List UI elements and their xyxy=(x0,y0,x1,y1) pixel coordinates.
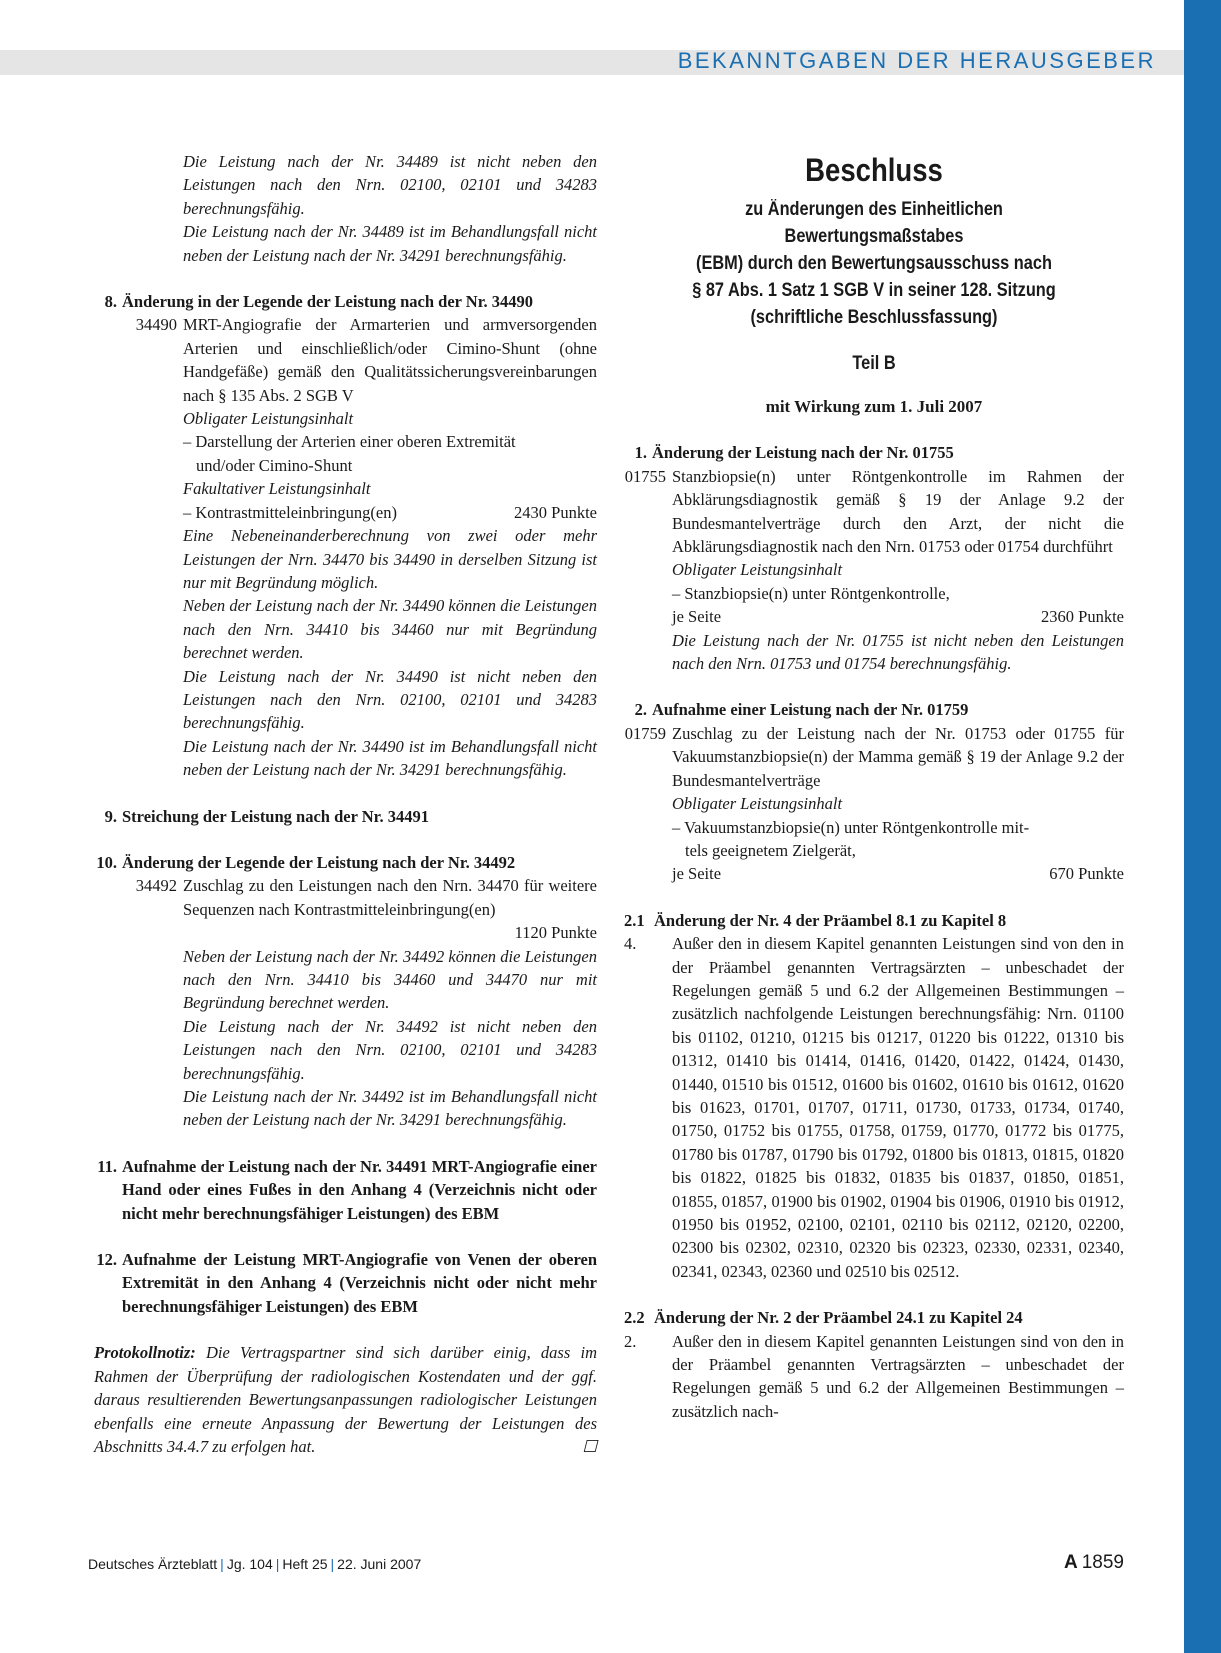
obligatory-item-continued: und/oder Cimino-Shunt xyxy=(196,455,353,475)
protocol-note xyxy=(94,1341,597,1458)
protocol-note-label: Protokollnotiz: xyxy=(94,1343,196,1363)
optional-label: Fakultativer Leistungsinhalt xyxy=(183,479,371,499)
resolution-title: Beschluss xyxy=(805,152,943,188)
sub-number: 2. xyxy=(624,1331,637,1351)
protocol-note-text: Die Vertragspartner sind sich darüber einig, dass im Rahmen der Überprüfung der radiologischen Kostendaten und der ggf. daraus resultierenden Bewertungsanpassungen radiologischer Leistungen ebenfalls eine erneute Anpassung der Bewertung der Leistungen des Abschnitts 34.4.7 zu erfolgen hat. xyxy=(94,1343,597,1456)
item-number: 10. xyxy=(96,852,117,872)
page-footer: Deutsches Ärzteblatt | Jg. 104 | Heft 25 | 22. Juni 2007 A 1859 xyxy=(88,1552,1124,1573)
item-number: 1. xyxy=(634,443,647,463)
service-description: Stanzbiopsie(n) unter Röntgenkontrolle im Rahmen der Abklärungsdiagnostik gemäß § 19 der Anlage 9.2 der Bundesmantelverträge durch den Arzt, der nicht die Abklärungsdiagnostik nach den Nrn. 01753 oder 01754 durchführt xyxy=(672,466,1124,557)
points-value: 2430 Punkte xyxy=(514,502,597,522)
section-2-2-heading xyxy=(624,1306,1124,1329)
obligatory-item: – Darstellung der Arterien einer oberen Extremität xyxy=(183,432,516,452)
note: Neben der Leistung nach der Nr. 34490 können die Leistungen nach den Nrn. 34410 bis 34460 nur mit Begründung berechnet werden. xyxy=(183,596,597,663)
optional-item: – Kontrastmitteleinbringung(en) xyxy=(183,502,397,522)
obligatory-item: – Stanzbiopsie(n) unter Röntgenkontrolle, xyxy=(672,583,950,603)
intro-note-2: Die Leistung nach der Nr. 34489 ist im Behandlungsfall nicht neben der Leistung nach der Nr. 34291 berechnungsfähig. xyxy=(183,222,597,265)
service-description: Zuschlag zu den Leistungen nach den Nrn. 34470 für weitere Sequenzen nach Kontrastmitteleinbringung(en) xyxy=(183,876,597,919)
service-entry-34490 xyxy=(94,313,597,407)
obligatory-item-continued: tels geeignetem Zielgerät, xyxy=(685,840,856,860)
journal-volume: Jg. 104 xyxy=(226,1556,273,1572)
preamble-entry xyxy=(624,1330,1124,1424)
note: Neben der Leistung nach der Nr. 34492 können die Leistungen nach den Nrn. 34410 bis 34460 und 34470 nur mit Begründung berechnet werden. xyxy=(183,946,597,1013)
service-description: Zuschlag zu der Leistung nach der Nr. 01753 oder 01755 für Vakuumstanzbiopsie(n) der Mamma gemäß § 19 der Anlage 9.2 der Bundesmantelverträge xyxy=(672,723,1124,790)
item-1-heading xyxy=(624,441,1124,464)
points-value: 670 Punkte xyxy=(1049,864,1124,884)
issue-date: 22. Juni 2007 xyxy=(337,1556,422,1572)
note: Die Leistung nach der Nr. 34492 ist nicht neben den Leistungen nach den Nrn. 02100, 02101 und 34283 berechnungsfähig. xyxy=(183,1016,597,1083)
service-code: 34490 xyxy=(135,315,177,335)
page-number-value: 1859 xyxy=(1081,1552,1124,1573)
left-column xyxy=(94,150,597,1458)
service-description: MRT-Angiografie der Armarterien und armversorgenden Arterien und einschließlich/oder Cimino-Shunt (ohne Handgefäße) gemäß den Qualitätssicherungsvereinbarungen nach § 135 Abs. 2 SGB V xyxy=(183,315,597,405)
service-entry-34492 xyxy=(94,874,597,921)
section-heading-text: Änderung der Nr. 4 der Präambel 8.1 zu Kapitel 8 xyxy=(654,910,1007,930)
note: Die Leistung nach der Nr. 34490 ist nicht neben den Leistungen nach den Nrn. 02100, 02101 und 34283 berechnungsfähig. xyxy=(183,666,597,733)
page-prefix: A xyxy=(1063,1552,1078,1573)
section-number: 2.2 xyxy=(624,1308,645,1328)
item-heading-text: Änderung der Legende der Leistung nach der Nr. 34492 xyxy=(122,852,516,872)
obligatory-label: Obligater Leistungsinhalt xyxy=(183,409,354,429)
obligatory-label: Obligater Leistungsinhalt xyxy=(672,794,843,814)
item-heading-text: Änderung der Leistung nach der Nr. 01755 xyxy=(652,443,954,463)
points-value: 1120 Punkte xyxy=(514,923,597,943)
service-entry-01759 xyxy=(624,722,1124,792)
points-row xyxy=(183,921,597,944)
blue-side-bar xyxy=(1184,0,1221,1653)
effective-date: mit Wirkung zum 1. Juli 2007 xyxy=(765,397,983,416)
journal-name: Deutsches Ärzteblatt xyxy=(88,1556,218,1572)
item-heading-text: Aufnahme der Leistung MRT-Angiografie von Venen der oberen Extremität in den Anhang 4 (Verzeichnis nicht oder nicht mehr berechnungsfähiger Leistungen) des EBM xyxy=(122,1250,597,1316)
per-side-label: je Seite xyxy=(672,607,722,627)
item-11-heading xyxy=(94,1155,597,1225)
obligatory-label: Obligater Leistungsinhalt xyxy=(672,560,843,580)
end-mark-icon: ☐ xyxy=(582,1436,597,1456)
points-value: 2360 Punkte xyxy=(1041,607,1124,627)
resolution-subtitle-line: zu Änderungen des Einheitlichen Bewertungsmaßstabes xyxy=(745,199,1003,247)
item-number: 9. xyxy=(104,806,117,826)
item-10-heading xyxy=(94,851,597,874)
item-2-heading xyxy=(624,698,1124,721)
preamble-text: Außer den in diesem Kapitel genannten Leistungen sind von den in der Präambel genannten Vertragsärzten – unbeschadet der Regelungen gemäß 5 und 6.2 der Allgemeinen Bestimmungen – zusätzlich nach- xyxy=(672,1331,1124,1421)
points-row xyxy=(672,605,1124,628)
item-number: 12. xyxy=(96,1250,117,1270)
item-number: 11. xyxy=(97,1156,117,1176)
item-heading-text: Streichung der Leistung nach der Nr. 34491 xyxy=(122,806,429,826)
resolution-subtitle-line: (schriftliche Beschlussfassung) xyxy=(750,307,998,328)
page-number xyxy=(1064,1552,1124,1574)
intro-note-1: Die Leistung nach der Nr. 34489 ist nicht neben den Leistungen nach den Nrn. 02100, 02101 und 34283 berechnungsfähig. xyxy=(183,152,597,218)
service-code: 01755 xyxy=(624,466,666,486)
preamble-entry xyxy=(624,932,1124,1283)
service-code: 34492 xyxy=(135,876,177,896)
preamble-text: Außer den in diesem Kapitel genannten Leistungen sind von den in der Präambel genannten Vertragsärzten – unbeschadet der Regelungen gemäß 5 und 6.2 der Allgemeinen Bestimmungen – zusätzlich nachfolgende Leistungen berechnungsfähig: Nrn. 01100 bis 01102, 01210, 01215 bis 01217, 01220 bis 01222, 01310 bis 01312, 01410 bis 01414, 01416, 01420, 01422, 01424, 01430, 01440, 01510 bis 01512, 01600 bis 01602, 01610 bis 01612, 01620 bis 01623, 01701, 01707, 01711, 01730, 01733, 01734, 01740, 01750, 01752 bis 01755, 01758, 01759, 01770, 01772 bis 01775, 01780 bis 01787, 01790 bis 01792, 01800 bis 01813, 01815, 01820 bis 01822, 01825 bis 01832, 01835 bis 01837, 01850, 01851, 01855, 01857, 01900 bis 01902, 01904 bis 01906, 01910 bis 01912, 01950 bis 01952, 02100, 02101, 02110 bis 02112, 02120, 02200, 02300 bis 02302, 02310, 02320 bis 02323, 02330, 02331, 02340, 02341, 02343, 02360 und 02510 bis 02512. xyxy=(672,934,1124,1281)
item-8-heading xyxy=(94,290,597,313)
item-heading-text: Aufnahme der Leistung nach der Nr. 34491 MRT-Angiografie einer Hand oder eines Fußes in den Anhang 4 (Verzeichnis nicht oder nicht mehr berechnungsfähiger Leistungen) des EBM xyxy=(122,1156,597,1223)
section-title: BEKANNTGABEN DER HERAUSGEBER xyxy=(677,48,1156,73)
item-heading-text: Änderung in der Legende der Leistung nach der Nr. 34490 xyxy=(122,292,534,312)
item-12-heading xyxy=(94,1248,597,1318)
service-code: 01759 xyxy=(624,723,666,743)
right-column xyxy=(624,150,1124,1423)
resolution-subtitle-line: (EBM) durch den Bewertungsausschuss nach xyxy=(696,253,1052,274)
item-number: 8. xyxy=(104,292,117,312)
resolution-part: Teil B xyxy=(852,353,896,374)
journal-issue: Heft 25 xyxy=(282,1556,328,1572)
service-entry-01755 xyxy=(624,465,1124,559)
section-2-1-heading xyxy=(624,909,1124,932)
resolution-subtitle-line: § 87 Abs. 1 Satz 1 SGB V in seiner 128. Sitzung xyxy=(692,280,1056,301)
item-heading-text: Aufnahme einer Leistung nach der Nr. 01759 xyxy=(652,700,969,720)
optional-item-row xyxy=(183,501,597,524)
resolution-header xyxy=(624,150,1124,377)
note: Die Leistung nach der Nr. 01755 ist nicht neben den Leistungen nach den Nrn. 01753 und 01754 berechnungsfähig. xyxy=(672,630,1124,674)
item-number: 2. xyxy=(634,700,647,720)
obligatory-item: – Vakuumstanzbiopsie(n) unter Röntgenkontrolle mit- xyxy=(672,817,1030,837)
points-row xyxy=(672,862,1124,885)
item-9-heading xyxy=(94,805,597,828)
section-heading-text: Änderung der Nr. 2 der Präambel 24.1 zu Kapitel 24 xyxy=(654,1308,1023,1328)
section-number: 2.1 xyxy=(624,910,645,930)
note: Die Leistung nach der Nr. 34490 ist im Behandlungsfall nicht neben der Leistung nach der Nr. 34291 berechnungsfähig. xyxy=(183,736,597,780)
note: Die Leistung nach der Nr. 34492 ist im Behandlungsfall nicht neben der Leistung nach der Nr. 34291 berechnungsfähig. xyxy=(183,1087,597,1130)
note: Eine Nebeneinanderberechnung von zwei oder mehr Leistungen der Nrn. 34470 bis 34490 in derselben Sitzung ist nur mit Begründung möglich. xyxy=(183,526,597,592)
per-side-label: je Seite xyxy=(672,864,722,884)
sub-number: 4. xyxy=(624,934,637,954)
